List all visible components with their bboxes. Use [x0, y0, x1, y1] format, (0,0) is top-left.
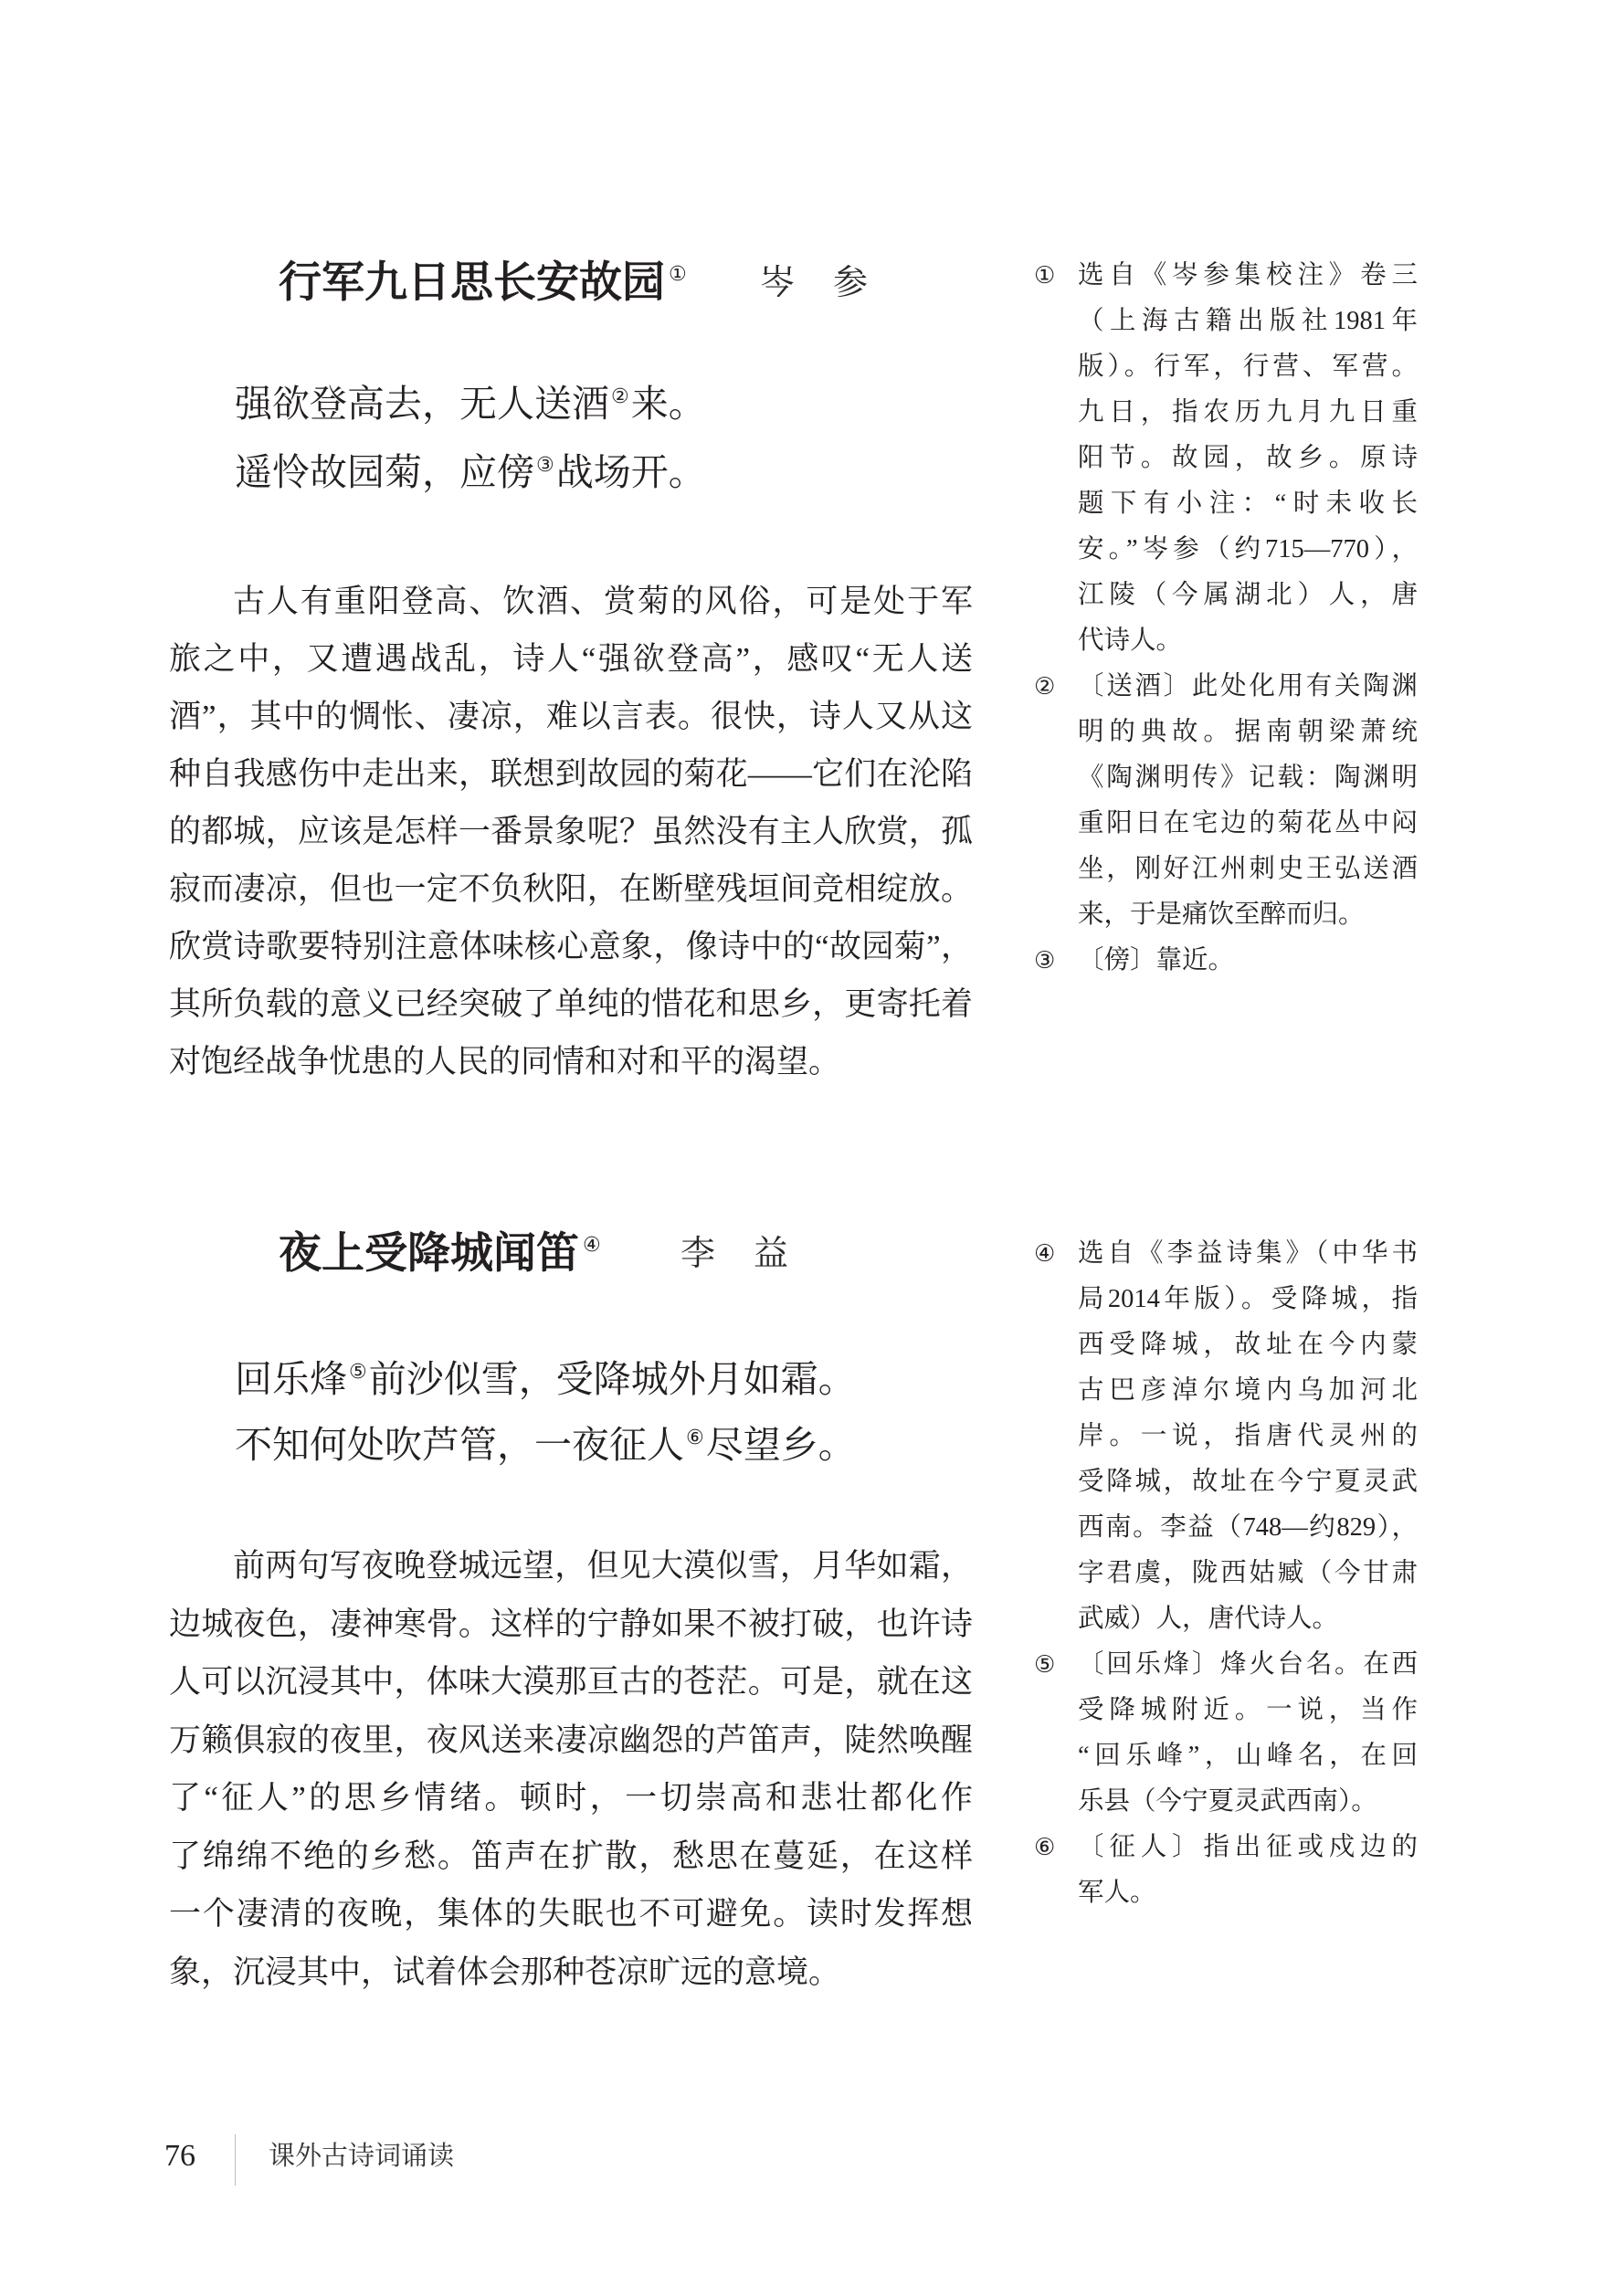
verse-text: 遥怜故园菊，应傍 — [235, 451, 534, 493]
verse-text: 来。 — [630, 383, 706, 425]
footnote-line: 坐，刚好江州刺史王弘送酒 — [1078, 855, 1418, 883]
footnote-line: 〔回乐烽〕烽火台名。在西 — [1078, 1650, 1418, 1679]
page-number: 76 — [164, 2139, 195, 2173]
commentary-line: 欣赏诗歌要特别注意体味核心意象，像诗中的“故园菊”， — [169, 929, 973, 964]
commentary-line: 人可以沉浸其中，体味大漠那亘古的苍茫。可是，就在这 — [169, 1664, 973, 1700]
verse-text: 不知何处吹芦管，一夜征人 — [235, 1424, 684, 1466]
footnote — [1034, 253, 1418, 664]
poem-commentary — [169, 573, 973, 1090]
poem-verse — [235, 370, 706, 438]
footnote-line: 〔傍〕靠近。 — [1078, 946, 1235, 974]
verse-footnote-marker: ② — [611, 385, 629, 408]
footnote-line: “回乐峰”，山峰名，在回 — [1078, 1742, 1418, 1770]
footnote-line: 选自《岑参集校注》卷三 — [1078, 261, 1418, 290]
footnote — [1034, 938, 1418, 984]
footnote-line: 选自《李益诗集》（中华书 — [1078, 1239, 1418, 1268]
footnote-marker: ④ — [1034, 1240, 1056, 1268]
commentary-line: 寂而凄凉，但也一定不负秋阳，在断壁残垣间竞相绽放。 — [169, 871, 973, 907]
commentary-line: 的都城，应该是怎样一番景象呢？虽然没有主人欣赏，孤 — [169, 814, 973, 849]
footnote-line: 九日，指农历九月九日重 — [1078, 398, 1418, 427]
footnote — [1034, 1825, 1418, 1916]
footnote-line: 武威）人，唐代诗人。 — [1078, 1605, 1339, 1633]
footnote-line: 受降城附近。一说，当作 — [1078, 1696, 1418, 1724]
poem-verse — [235, 438, 706, 507]
commentary-line: 古人有重阳登高、饮酒、赏菊的风俗，可是处于军 — [233, 584, 973, 619]
footnote-line: 《陶渊明传》记载：陶渊明 — [1078, 764, 1418, 792]
poem-verse — [235, 1346, 856, 1412]
commentary-line: 酒”，其中的惆怅、凄凉，难以言表。很快，诗人又从这 — [169, 699, 973, 734]
footnote-line: 乐县（今宁夏灵武西南）。 — [1078, 1787, 1377, 1816]
footnotes — [1034, 1231, 1418, 1916]
commentary-line: 旅之中，又遭遇战乱，诗人“强欲登高”，感叹“无人送 — [169, 641, 973, 677]
title-footnote-marker: ① — [669, 263, 687, 286]
commentary-line: 种自我感伤中走出来，联想到故园的菊花——它们在沦陷 — [169, 756, 973, 792]
verse-footnote-marker: ⑤ — [349, 1361, 367, 1384]
commentary-line: 对饱经战争忧患的人民的同情和对和平的渴望。 — [169, 1044, 841, 1080]
commentary-line: 了“征人”的思乡情绪。顿时，一切崇高和悲壮都化作 — [169, 1780, 973, 1816]
poem-title — [279, 256, 687, 311]
verse-text: 强欲登高去，无人送酒 — [235, 383, 609, 425]
footnote-line: 江陵（今属湖北）人，唐 — [1078, 581, 1418, 609]
commentary-line: 万籁俱寂的夜里，夜风送来凄凉幽怨的芦笛声，陡然唤醒 — [169, 1722, 973, 1758]
poem-title — [279, 1227, 601, 1281]
footnote-line: 受降城，故址在今宁夏灵武 — [1078, 1468, 1418, 1496]
poem-author: 岑 参 — [760, 264, 870, 302]
title-footnote-marker: ④ — [583, 1234, 601, 1257]
footnote — [1034, 1231, 1418, 1642]
commentary-line: 边城夜色，凄神寒骨。这样的宁静如果不被打破，也许诗 — [169, 1606, 973, 1642]
footnotes — [1034, 253, 1418, 984]
footnote-line: （上海古籍出版社1981年 — [1078, 307, 1418, 335]
poem-title-text: 夜上受降城闻笛 — [279, 1230, 579, 1278]
footnote — [1034, 664, 1418, 938]
poem-author: 李 益 — [680, 1235, 791, 1273]
poem-verses — [235, 370, 706, 507]
poem-commentary — [169, 1537, 973, 2001]
verse-text: 前沙似雪，受降城外月如霜。 — [368, 1358, 856, 1400]
footnote-marker: ② — [1034, 673, 1056, 700]
verse-text: 回乐烽 — [235, 1358, 347, 1400]
footer-divider — [235, 2134, 236, 2185]
commentary-line: 象，沉浸其中，试着体会那种苍凉旷远的意境。 — [169, 1954, 841, 1990]
poem-verse — [235, 1412, 856, 1478]
commentary-line: 了绵绵不绝的乡愁。笛声在扩散，愁思在蔓延，在这样 — [169, 1838, 973, 1874]
footer-section-title: 课外古诗词诵读 — [269, 2142, 455, 2171]
commentary-line: 其所负载的意义已经突破了单纯的惜花和思乡，更寄托着 — [169, 986, 973, 1022]
footnote-line: 西受降城，故址在今内蒙 — [1078, 1331, 1418, 1359]
footnote-marker: ⑥ — [1034, 1834, 1056, 1861]
footnote-line: 阳节。故园，故乡。原诗 — [1078, 444, 1418, 472]
footnote-line: 版）。行军，行营、军营。 — [1078, 353, 1418, 381]
footnote-line: 明的典故。据南朝梁萧统 — [1078, 718, 1418, 746]
poem-title-text: 行军九日思长安故园 — [279, 259, 665, 307]
footnote-marker: ⑤ — [1034, 1651, 1056, 1679]
footnote-line: 题下有小注：“时未收长 — [1078, 490, 1418, 518]
footnote-line: 古巴彦淖尔境内乌加河北 — [1078, 1376, 1418, 1405]
footnote-line: 代诗人。 — [1078, 627, 1183, 655]
poem-verses — [235, 1346, 856, 1478]
commentary-line: 一个凄清的夜晚，集体的失眠也不可避免。读时发挥想 — [169, 1896, 973, 1932]
footnote — [1034, 1642, 1418, 1825]
footnote-line: 来，于是痛饮至醉而归。 — [1078, 900, 1365, 929]
verse-footnote-marker: ⑥ — [686, 1427, 704, 1449]
footnote-line: 〔送酒〕此处化用有关陶渊 — [1078, 672, 1418, 700]
verse-text: 尽望乡。 — [705, 1424, 856, 1466]
footnote-line: 字君虞，陇西姑臧（今甘肃 — [1078, 1559, 1418, 1587]
commentary-line: 前两句写夜晚登城远望，但见大漠似雪，月华如霜， — [233, 1548, 973, 1584]
verse-text: 战场开。 — [555, 451, 706, 493]
footnote-line: 军人。 — [1078, 1879, 1156, 1907]
footnote-line: 西南。李益（748—约829）， — [1078, 1513, 1418, 1542]
footnote-line: 局2014年版）。受降城，指 — [1078, 1285, 1418, 1313]
footnote-marker: ① — [1034, 262, 1056, 290]
footnote-line: 岸。一说，指唐代灵州的 — [1078, 1422, 1418, 1450]
footnote-line: 安。”岑参（约715—770）， — [1078, 535, 1418, 563]
verse-footnote-marker: ③ — [536, 454, 554, 477]
footnote-marker: ③ — [1034, 947, 1056, 974]
footnote-line: 重阳日在宅边的菊花丛中闷 — [1078, 809, 1418, 837]
footnote-line: 〔征人〕指出征或戍边的 — [1078, 1833, 1418, 1861]
